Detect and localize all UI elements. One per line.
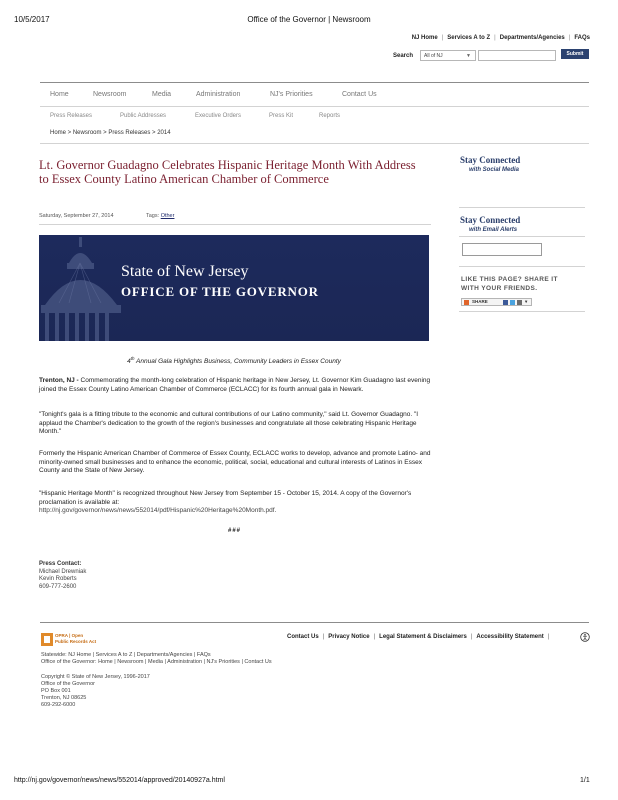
top-links: NJ Home | Services A to Z | Departments/Agencies | FAQs <box>411 35 590 41</box>
top-link-departments[interactable]: Departments/Agencies <box>499 35 565 41</box>
header-divider <box>40 82 589 83</box>
top-link-faqs[interactable]: FAQs <box>574 35 590 41</box>
article-paragraph-2: "Tonight's gala is a fitting tribute to the economic and cultural contributions of our Latino community," said Lt. Governor Guadagno. "I applaud the Chamber's dedication to the growth of the region's businesses and congratulate all those celebrating Hispanic Heritage Month." <box>39 411 419 436</box>
twitter-icon <box>510 300 515 305</box>
subnav-press-releases[interactable]: Press Releases <box>50 113 93 119</box>
top-link-services[interactable]: Services A to Z <box>447 35 491 41</box>
accessibility-icon[interactable] <box>580 632 590 642</box>
search-scope-select[interactable] <box>420 50 476 61</box>
breadcrumb[interactable]: Home > Newsroom > Press Releases > 2014 <box>50 130 171 136</box>
tag-link[interactable]: Other <box>160 213 175 219</box>
article-divider <box>39 224 431 225</box>
subnav-reports[interactable]: Reports <box>319 113 341 119</box>
contact-name-1: Michael Drewniak <box>39 568 87 575</box>
social-subtitle[interactable]: with Social Media <box>469 167 520 173</box>
search-input[interactable] <box>478 50 556 61</box>
dateline-lead: Trenton, NJ - <box>39 377 81 384</box>
governor-banner-image <box>39 235 429 341</box>
nav-home[interactable]: Home <box>50 91 69 98</box>
share-label: SHARE <box>472 299 488 304</box>
sidebar-divider-4 <box>459 311 585 312</box>
subnav-press-kit[interactable]: Press Kit <box>269 113 294 119</box>
subnav-public-addresses[interactable]: Public Addresses <box>120 113 167 119</box>
print-page-number: 1/1 <box>580 777 590 784</box>
nav-newsroom[interactable]: Newsroom <box>93 91 127 98</box>
email-subtitle[interactable]: with Email Alerts <box>469 227 518 233</box>
search-submit-button[interactable]: Submit <box>561 49 589 59</box>
search-label: Search <box>393 53 414 59</box>
press-contact <box>39 561 86 591</box>
nav-administration[interactable]: Administration <box>196 91 241 98</box>
sidebar-divider-3 <box>459 266 585 267</box>
footer-accessibility[interactable]: Accessibility Statement <box>476 634 544 640</box>
nav-priorities[interactable]: NJ's Priorities <box>270 91 313 98</box>
email-field[interactable] <box>462 243 542 256</box>
subnav-executive-orders[interactable]: Executive Orders <box>195 113 242 119</box>
footer-divider <box>40 622 589 623</box>
nav-divider <box>40 106 589 107</box>
footer-contact-us[interactable]: Contact Us <box>287 634 319 640</box>
nav-contact[interactable]: Contact Us <box>342 91 377 98</box>
footer-office[interactable]: Office of the Governor: Home | Newsroom | Media | Administration | NJ's Priorities | Contact Us <box>41 659 272 665</box>
tags-label: Tags: <box>146 213 160 219</box>
press-contact-label: Press Contact: <box>39 561 82 567</box>
end-mark: ### <box>228 528 242 534</box>
contact-phone: 609-777-2600 <box>39 583 77 590</box>
article-tags <box>146 213 174 219</box>
facebook-icon <box>503 300 508 305</box>
breadcrumb-divider <box>40 143 589 144</box>
chevron-down-icon: ▼ <box>466 53 471 59</box>
print-title: Office of the Governor | Newsroom <box>247 15 371 24</box>
article-paragraph-4: "Hispanic Heritage Month" is recognized throughout New Jersey from September 15 - October 15, 2014. A copy of the Governor's proclamation is available at: http://nj.gov/governor/news/news/552014/pdf/Hispanic%20Heritage%20Month.pdf. <box>39 490 412 515</box>
banner-state: State of New Jersey <box>121 263 249 280</box>
article-date: Saturday, September 27, 2014 <box>39 213 114 219</box>
footer-privacy[interactable]: Privacy Notice <box>328 634 370 640</box>
print-date: 10/5/2017 <box>14 15 50 24</box>
print-url: http://nj.gov/governor/news/news/552014/approved/20140927a.html <box>14 777 225 784</box>
footer-links: Contact Us | Privacy Notice | Legal Statement & Disclaimers | Accessibility Statement | <box>287 634 550 640</box>
email-icon <box>517 300 522 305</box>
social-title: Stay Connected <box>460 155 521 165</box>
page-title: Lt. Governor Guadagno Celebrates Hispanic Heritage Month With Address to Essex County Latino American Chamber of Commerce <box>39 158 416 186</box>
sidebar-divider-2 <box>459 236 585 237</box>
article-paragraph-1: Trenton, NJ - Commemorating the month-long celebration of Hispanic heritage in New Jersey, Lt. Governor Kim Guadagno last evening joined the Essex County Latino American Chamber of Commerce (ECLACC) for its fourth annual gala in Newark. <box>39 377 431 393</box>
footer-legal[interactable]: Legal Statement & Disclaimers <box>379 634 467 640</box>
sidebar-divider-1 <box>459 207 585 208</box>
chevron-down-icon: ▾ <box>525 299 528 304</box>
capitol-dome-icon <box>39 235 134 341</box>
article-paragraph-3: Formerly the Hispanic American Chamber of Commerce of Essex County, ECLACC works to develop, advance and promote Latino- and minority-owned small businesses and to enhance the economic, political, social, educational and cultural interests of Latinos in Essex County and the State of New Jersey. <box>39 450 431 475</box>
share-prompt: LIKE THIS PAGE? SHARE IT WITH YOUR FRIENDS. <box>461 276 558 292</box>
article-subtitle: 4th Annual Gala Highlights Business, Community Leaders in Essex County <box>127 356 341 366</box>
top-link-nj-home[interactable]: NJ Home <box>411 35 438 41</box>
share-icon <box>464 300 469 305</box>
footer-statewide[interactable]: Statewide: NJ Home | Services A to Z | Departments/Agencies | FAQs <box>41 652 211 658</box>
banner-office: OFFICE OF THE GOVERNOR <box>121 284 319 299</box>
nav-media[interactable]: Media <box>152 91 172 98</box>
contact-name-2: Kevin Roberts <box>39 576 77 583</box>
opra-text: OPRA | Open Public Records Act <box>55 633 97 644</box>
share-button[interactable] <box>461 298 532 306</box>
search-scope-value: All of NJ <box>424 53 443 59</box>
email-title: Stay Connected <box>460 215 521 225</box>
copyright: Copyright © State of New Jersey, 1996-2017 Office of the Governor PO Box 001 Trenton, NJ 08625 609-292-6000 <box>41 674 150 708</box>
proclamation-link[interactable]: http://nj.gov/governor/news/news/552014/pdf/Hispanic%20Heritage%20Month.pdf. <box>39 507 277 515</box>
